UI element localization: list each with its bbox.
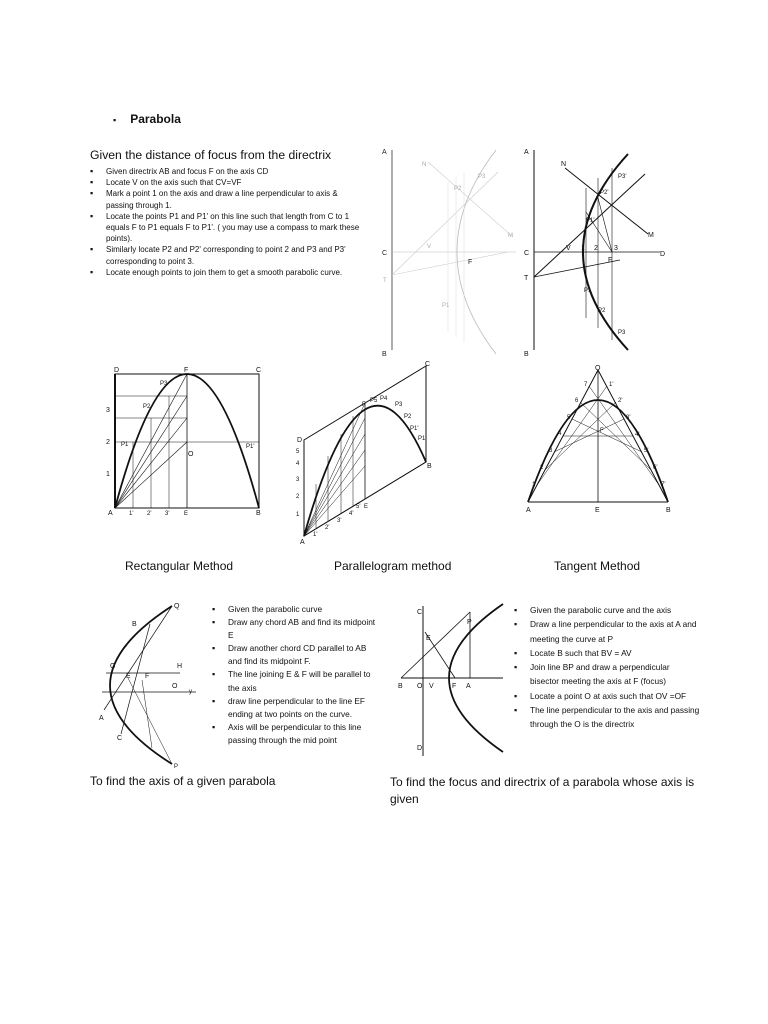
- para-label-1: 1: [296, 512, 300, 518]
- fig2-label-n: N: [561, 161, 567, 168]
- axis-label-a: A: [99, 715, 104, 722]
- focus-method-caption: To find the focus and directrix of a parabola whose axis is given: [390, 775, 695, 806]
- tan-label-4: 4: [558, 431, 562, 437]
- fig2-label-1: 1: [581, 245, 585, 252]
- axis-method-steps: [212, 603, 380, 747]
- tangent-method-caption: Tangent Method: [554, 559, 641, 573]
- focus-method-steps: [514, 603, 700, 732]
- focus-label-d: D: [417, 745, 423, 752]
- tan-label-1p: 1': [609, 382, 614, 388]
- rect-label-2p: 2': [147, 511, 152, 517]
- step-item: ▪ Draw any chord AB and find its midpoint E: [212, 616, 380, 642]
- parallelogram-method-figure: [292, 360, 440, 546]
- rect-label-f: F: [184, 367, 189, 374]
- axis-label-o: O: [172, 683, 178, 690]
- para-label-4: 4: [296, 461, 300, 467]
- fig2-label-c: C: [524, 250, 530, 257]
- fig1-label-p3: P3: [478, 174, 486, 180]
- para-label-p4: P4: [380, 396, 388, 402]
- fig2-label-3: 3: [614, 245, 618, 252]
- fig2-label-p2p: P2': [600, 190, 609, 196]
- axis-label-p: P: [174, 764, 179, 770]
- axis-label-y: y: [189, 689, 192, 695]
- rect-label-1: 1: [106, 471, 110, 478]
- rect-label-3p: 3': [165, 511, 170, 517]
- step-item: ▪ Axis will be perpendicular to this line passing through the mid point: [212, 721, 380, 747]
- fig2-label-d: D: [660, 251, 666, 258]
- directrix-figure-faint: [378, 142, 518, 362]
- rectangular-method-caption: Rectangular Method: [125, 559, 234, 573]
- para-label-p3: P3: [395, 402, 403, 408]
- axis-label-f: F: [145, 673, 150, 680]
- rect-label-a: A: [108, 510, 113, 517]
- tan-label-5: 5: [567, 415, 571, 421]
- tan-label-3p: 3': [626, 415, 631, 421]
- focus-label-v: V: [429, 683, 434, 690]
- tangent-method-figure: [522, 362, 678, 516]
- tan-label-3: 3: [549, 448, 553, 454]
- tan-label-7p: 7': [661, 482, 666, 488]
- fig2-label-t: T: [524, 275, 529, 282]
- axis-label-e: E: [126, 673, 131, 680]
- fig1-label-p2: P2: [454, 186, 462, 192]
- para-label-p5: P5: [370, 398, 378, 404]
- fig2-label-a: A: [524, 149, 529, 156]
- step-item: ▪ Locate B such that BV = AV: [514, 646, 700, 660]
- focus-label-p: P: [467, 619, 472, 626]
- focus-label-a: A: [466, 683, 471, 690]
- para-label-p2: P2: [404, 414, 412, 420]
- para-label-e: E: [364, 504, 369, 510]
- tan-label-2p: 2': [618, 398, 623, 404]
- fig2-label-p2: P2: [598, 308, 606, 314]
- step-item: ▪ Given the parabolic curve: [212, 603, 380, 616]
- fig1-label-n: N: [422, 162, 427, 168]
- fig2-label-p3p: P3': [618, 174, 627, 180]
- focus-label-c: C: [417, 609, 423, 616]
- tan-label-6: 6: [575, 398, 579, 404]
- fig2-label-2: 2: [594, 245, 598, 252]
- step-item: ▪ The line perpendicular to the axis and passing through the O is the directrix: [514, 703, 700, 732]
- step-item: ▪ Similarly locate P2 and P2' corresponding to point 2 and P3 and P3' corresponding to point 3.: [90, 244, 362, 266]
- rect-label-3: 3: [106, 407, 110, 414]
- step-item: ▪ Locate a point O at axis such that OV =OF: [514, 689, 700, 703]
- rect-label-c: C: [256, 367, 262, 374]
- rect-label-p1: P1: [121, 442, 129, 448]
- para-label-3p: 3': [337, 518, 342, 524]
- para-label-2: 2: [296, 494, 300, 500]
- fig1-label-f: F: [468, 259, 473, 266]
- fig2-label-p1p: P1': [586, 218, 595, 224]
- focus-method-figure: [395, 600, 507, 762]
- axis-label-q: Q: [174, 603, 180, 610]
- focus-label-o: O: [417, 683, 423, 690]
- rect-label-b: B: [256, 510, 261, 517]
- rectangular-method-figure: [100, 362, 270, 517]
- para-label-1p: 1': [313, 532, 318, 538]
- section-title: Parabola: [130, 112, 181, 126]
- para-label-5: 5: [296, 449, 300, 455]
- tan-label-7: 7: [584, 382, 588, 388]
- tan-label-5p: 5': [644, 448, 649, 454]
- axis-label-g: G: [110, 663, 116, 670]
- step-item: ▪ Draw another chord CD parallel to AB and find its midpoint F.: [212, 642, 380, 668]
- para-label-p1p: P1: [418, 436, 426, 442]
- para-label-d: D: [297, 437, 303, 444]
- tan-label-2: 2: [540, 465, 544, 471]
- rect-label-e: E: [184, 511, 189, 517]
- step-item: ▪ Locate the points P1 and P1' on this line such that length from C to 1 equals F to P1 equals F to P1'. ( you may use a compass to mark these points).: [90, 211, 362, 245]
- step-item: ▪ Join line BP and draw a perpendicular bisector meeting the axis at F (focus): [514, 660, 700, 689]
- focus-label-b: B: [398, 683, 403, 690]
- fig2-label-p1: P1: [584, 288, 592, 294]
- section-bullet: ▪: [113, 115, 117, 125]
- para-label-5p: 5': [356, 504, 361, 510]
- tan-label-4p: 4': [635, 432, 640, 438]
- directrix-method-steps: [90, 166, 362, 278]
- rect-label-o: O: [188, 451, 194, 458]
- axis-label-h: H: [177, 663, 183, 670]
- para-label-p1: P1': [410, 426, 419, 432]
- step-item: ▪ Locate enough points to join them to get a smooth parabolic curve.: [90, 267, 362, 278]
- fig2-label-v: V: [566, 245, 571, 252]
- step-item: ▪ Given directrix AB and focus F on the axis CD: [90, 166, 362, 177]
- para-label-4p: 4': [349, 511, 354, 517]
- tan-label-a: A: [526, 507, 531, 514]
- step-item: ▪ The line joining E & F will be parallel to the axis: [212, 668, 380, 694]
- tan-label-f: F: [600, 428, 604, 434]
- fig1-label-b: B: [382, 351, 387, 358]
- fig2-label-m: M: [648, 232, 654, 239]
- rect-label-p2: P2: [143, 404, 151, 410]
- para-label-b: B: [427, 463, 432, 470]
- para-label-f: F: [362, 402, 366, 408]
- tan-label-6p: 6': [653, 465, 658, 471]
- fig2-label-f: F: [608, 257, 613, 264]
- para-label-a: A: [300, 539, 305, 546]
- axis-method-figure: [88, 598, 198, 770]
- fig1-label-m: M: [508, 233, 513, 239]
- step-item: ▪ Given the parabolic curve and the axis: [514, 603, 700, 617]
- axis-method-caption: To find the axis of a given parabola: [90, 774, 276, 788]
- fig2-label-b: B: [524, 351, 529, 358]
- step-item: ▪ draw line perpendicular to the line EF ending at two points on the curve.: [212, 695, 380, 721]
- tan-label-o: O: [595, 365, 601, 372]
- step-item: ▪ Mark a point 1 on the axis and draw a line perpendicular to axis & passing through 1.: [90, 188, 362, 210]
- directrix-figure: [520, 142, 670, 362]
- rect-label-p1p: P1': [246, 444, 255, 450]
- focus-label-f: F: [452, 683, 457, 690]
- step-item: ▪ Draw a line perpendicular to the axis at A and meeting the curve at P: [514, 617, 700, 646]
- directrix-method-heading: Given the distance of focus from the directrix: [90, 148, 332, 162]
- fig1-label-p1: P1: [442, 303, 450, 309]
- para-label-3: 3: [296, 477, 300, 483]
- fig2-label-p3: P3: [618, 330, 626, 336]
- para-label-2p: 2': [325, 525, 330, 531]
- para-label-c: C: [425, 361, 431, 368]
- focus-label-e: E: [426, 635, 431, 642]
- rect-label-1p: 1': [129, 511, 134, 517]
- parallelogram-method-caption: Parallelogram method: [334, 559, 452, 573]
- fig1-label-v: V: [427, 244, 432, 250]
- tan-label-b: B: [666, 507, 671, 514]
- tan-label-1: 1: [532, 482, 536, 488]
- fig1-label-a: A: [382, 149, 387, 156]
- fig1-label-t: T: [383, 278, 387, 284]
- tan-label-e: E: [595, 507, 600, 514]
- step-item: ▪ Locate V on the axis such that CV=VF: [90, 177, 362, 188]
- rect-label-p3: P3: [160, 381, 168, 387]
- rect-label-d: D: [114, 367, 120, 374]
- section-heading: [113, 112, 181, 126]
- fig1-label-c: C: [382, 250, 388, 257]
- axis-label-c: C: [117, 735, 123, 742]
- axis-label-b: B: [132, 621, 137, 628]
- rect-label-2: 2: [106, 439, 110, 446]
